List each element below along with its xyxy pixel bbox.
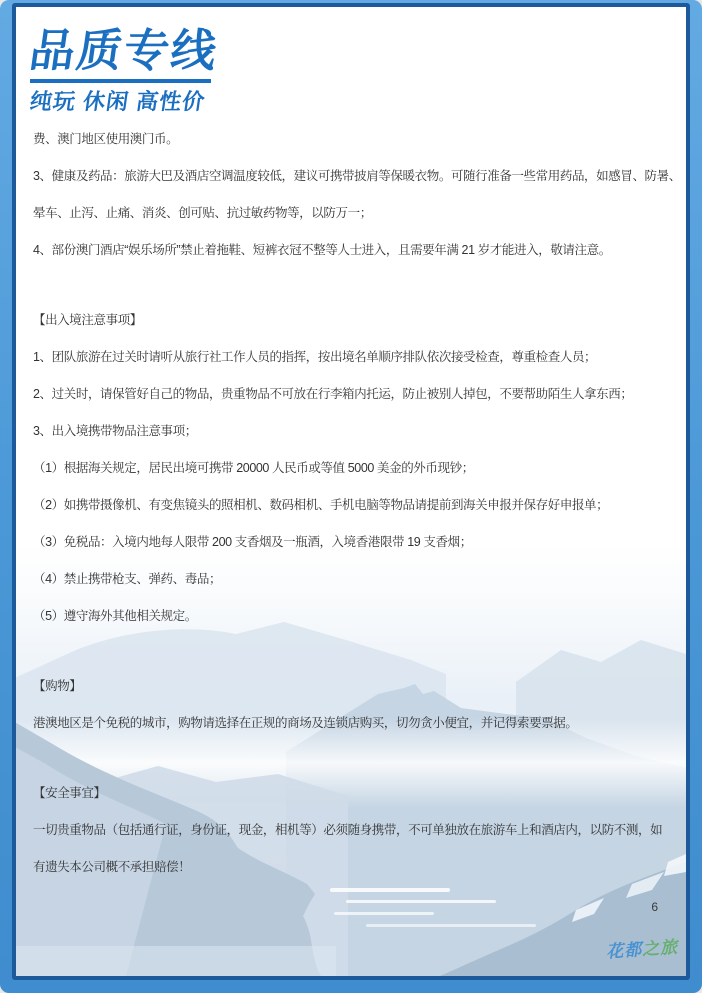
- text-line: 一切贵重物品（包括通行证，身份证，现金，相机等）必须随身携带，不可单独放在旅游车上和酒店内，以防不测，如: [33, 823, 663, 837]
- page-number: 6: [651, 900, 658, 914]
- text-line: 3、健康及药品：旅游大巴及酒店空调温度较低，建议可携带披肩等保暖衣物。可随行准备一些常用药品，如感冒、防暑、: [33, 169, 681, 183]
- text-line: 2、过关时，请保管好自己的物品，贵重物品不可放在行李箱内托运，防止被别人掉包，不要帮助陌生人拿东西；: [33, 387, 633, 401]
- brand-title: 品质专线: [26, 25, 222, 76]
- brand-tagline: 纯玩 休闲 高性价: [28, 89, 208, 114]
- text-line: （2）如携带摄像机、有变焦镜头的照相机、数码相机、手机电脑等物品请提前到海关申报并保存好申报单；: [33, 498, 609, 512]
- section-heading: 【安全事宜】: [33, 786, 106, 800]
- document-section: [33, 775, 676, 886]
- text-line: 晕车、止泻、止痛、消炎、创可贴、抗过敏药物等，以防万一；: [33, 206, 372, 220]
- document-section: [33, 302, 676, 635]
- agency-logo-watermark: [605, 933, 679, 963]
- text-line: （4）禁止携带枪支、弹药、毒品；: [33, 572, 222, 586]
- text-line: 港澳地区是个免税的城市，购物请选择在正规的商场及连锁店购买，切勿贪小便宜，并记得索要票据。: [33, 716, 578, 730]
- brand-title-underline: [30, 79, 211, 83]
- text-line: 3、出入境携带物品注意事项；: [33, 424, 197, 438]
- text-line: 1、团队旅游在过关时请听从旅行社工作人员的指挥，按出境名单顺序排队依次接受检查，尊重检查人员；: [33, 350, 597, 364]
- document-section: [33, 668, 676, 742]
- document-body: [33, 121, 681, 886]
- page-canvas: [12, 3, 690, 980]
- brand-header: [26, 25, 686, 115]
- section-heading: 【出入境注意事项】: [33, 313, 142, 327]
- text-line: 4、部份澳门酒店“娱乐场所”禁止着拖鞋、短裤衣冠不整等人士进入，且需要年满 21 岁才能进入，敬请注意。: [33, 243, 611, 257]
- watermark-part2: 之旅: [641, 937, 679, 959]
- watermark-part1: 花都: [605, 940, 643, 962]
- text-line: （3）免税品：入境内地每人限带 200 支香烟及一瓶酒，入境香港限带 19 支香烟；: [33, 535, 472, 549]
- text-line: 费、澳门地区使用澳门币。: [33, 132, 179, 146]
- text-line: （5）遵守海外其他相关规定。: [33, 609, 197, 623]
- text-line: 有遗失本公司概不承担赔偿！: [33, 860, 191, 874]
- text-line: （1）根据海关规定，居民出境可携带 20000 人民币或等值 5000 美金的外币现钞；: [33, 461, 474, 475]
- document-section: [33, 121, 681, 269]
- section-heading: 【购物】: [33, 679, 82, 693]
